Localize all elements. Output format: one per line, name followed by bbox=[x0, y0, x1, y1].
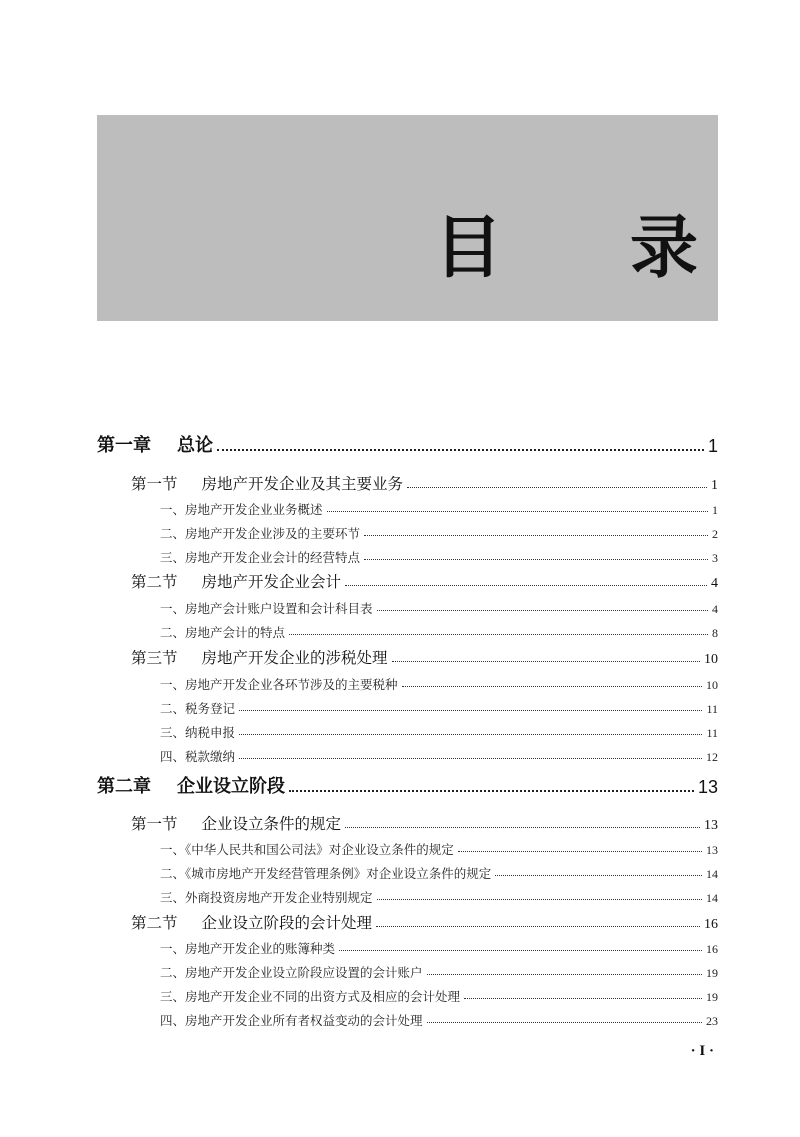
toc-item[interactable] bbox=[160, 597, 718, 617]
toc-item[interactable] bbox=[160, 838, 718, 858]
dot-leader bbox=[239, 758, 702, 759]
dot-leader bbox=[495, 875, 702, 876]
section-label: 第一节 bbox=[131, 815, 178, 833]
dot-leader bbox=[427, 1022, 702, 1023]
toc-item[interactable] bbox=[160, 745, 718, 765]
chapter-label: 第二章 bbox=[97, 776, 151, 797]
dot-leader bbox=[345, 585, 707, 586]
dot-leader bbox=[364, 559, 708, 560]
dot-leader bbox=[392, 661, 700, 662]
section-label: 第二节 bbox=[131, 573, 178, 591]
page-number: 3 bbox=[712, 551, 718, 565]
item-title: 四、房地产开发企业所有者权益变动的会计处理 bbox=[160, 1013, 423, 1028]
item-title: 二、税务登记 bbox=[160, 701, 236, 716]
toc-item[interactable] bbox=[160, 498, 718, 518]
toc-section-1-3[interactable] bbox=[131, 646, 718, 668]
page-number: 10 bbox=[706, 678, 718, 692]
page-number: 1 bbox=[707, 436, 718, 456]
toc-item[interactable] bbox=[160, 886, 718, 906]
item-title: 二、房地产会计的特点 bbox=[160, 625, 286, 640]
item-title: 三、外商投资房地产开发企业特别规定 bbox=[160, 890, 373, 905]
section-label: 第一节 bbox=[131, 475, 178, 493]
dot-leader bbox=[402, 686, 702, 687]
toc-section-1-1[interactable] bbox=[131, 472, 718, 494]
dot-leader bbox=[458, 851, 702, 852]
item-title: 三、房地产开发企业不同的出资方式及相应的会计处理 bbox=[160, 989, 461, 1004]
section-title: 房地产开发企业及其主要业务 bbox=[201, 475, 404, 493]
toc-section-2-1[interactable] bbox=[131, 812, 718, 834]
dot-leader bbox=[464, 998, 702, 999]
page-number: 19 bbox=[706, 966, 718, 980]
dot-leader bbox=[427, 974, 702, 975]
dot-leader bbox=[217, 449, 704, 451]
dot-leader bbox=[377, 610, 708, 611]
page-number: 23 bbox=[706, 1014, 718, 1028]
item-title: 一、《中华人民共和国公司法》对企业设立条件的规定 bbox=[160, 842, 454, 857]
item-title: 二、《城市房地产开发经营管理条例》对企业设立条件的规定 bbox=[160, 866, 492, 881]
page-number: 1 bbox=[711, 478, 718, 493]
section-title: 企业设立阶段的会计处理 bbox=[201, 914, 373, 932]
page-number: 19 bbox=[706, 990, 718, 1004]
page-number: 10 bbox=[704, 652, 718, 667]
toc-item[interactable] bbox=[160, 546, 718, 566]
item-title: 一、房地产开发企业各环节涉及的主要税种 bbox=[160, 677, 398, 692]
dot-leader bbox=[289, 634, 708, 635]
item-title: 一、房地产开发企业业务概述 bbox=[160, 502, 323, 517]
toc-chapter-1[interactable] bbox=[97, 431, 718, 457]
page-folio: · I · bbox=[690, 1043, 714, 1059]
page-number: 4 bbox=[711, 576, 718, 591]
page-number: 1 bbox=[712, 503, 718, 517]
page-number: 12 bbox=[706, 750, 718, 764]
item-title: 三、纳税申报 bbox=[160, 725, 236, 740]
toc-item[interactable] bbox=[160, 862, 718, 882]
chapter-title: 企业设立阶段 bbox=[177, 776, 285, 797]
dot-leader bbox=[239, 734, 702, 735]
dot-leader bbox=[377, 899, 702, 900]
item-title: 二、房地产开发企业涉及的主要环节 bbox=[160, 526, 361, 541]
page-number: 8 bbox=[712, 626, 718, 640]
dot-leader bbox=[327, 511, 708, 512]
section-title: 房地产开发企业会计 bbox=[201, 573, 342, 591]
dot-leader bbox=[289, 790, 694, 792]
toc-item[interactable] bbox=[160, 1009, 718, 1029]
page-number: 11 bbox=[706, 726, 718, 740]
toc-item[interactable] bbox=[160, 621, 718, 641]
toc-item[interactable] bbox=[160, 522, 718, 542]
toc-item[interactable] bbox=[160, 961, 718, 981]
section-label: 第三节 bbox=[131, 649, 178, 667]
dot-leader bbox=[339, 950, 702, 951]
chapter-title: 总论 bbox=[177, 435, 213, 456]
page-number: 16 bbox=[706, 942, 718, 956]
dot-leader bbox=[364, 535, 708, 536]
section-title: 房地产开发企业的涉税处理 bbox=[201, 649, 388, 667]
item-title: 二、房地产开发企业设立阶段应设置的会计账户 bbox=[160, 965, 423, 980]
page-number: 4 bbox=[712, 602, 718, 616]
page-number: 14 bbox=[706, 891, 718, 905]
dot-leader bbox=[407, 487, 707, 488]
toc-item[interactable] bbox=[160, 721, 718, 741]
page-number: 11 bbox=[706, 702, 718, 716]
page-title: 目 录 bbox=[434, 209, 750, 288]
toc-item[interactable] bbox=[160, 673, 718, 693]
toc-item[interactable] bbox=[160, 985, 718, 1005]
page-number: 16 bbox=[704, 917, 718, 932]
item-title: 四、税款缴纳 bbox=[160, 749, 236, 764]
item-title: 三、房地产开发企业会计的经营特点 bbox=[160, 550, 361, 565]
toc-item[interactable] bbox=[160, 697, 718, 717]
page-number: 13 bbox=[704, 818, 718, 833]
dot-leader bbox=[239, 710, 702, 711]
dot-leader bbox=[345, 827, 700, 828]
item-title: 一、房地产开发企业的账簿种类 bbox=[160, 941, 336, 956]
toc-item[interactable] bbox=[160, 937, 718, 957]
item-title: 一、房地产会计账户设置和会计科目表 bbox=[160, 601, 373, 616]
page-number: 14 bbox=[706, 867, 718, 881]
section-title: 企业设立条件的规定 bbox=[201, 815, 342, 833]
toc-section-1-2[interactable] bbox=[131, 570, 718, 592]
toc-chapter-2[interactable] bbox=[97, 772, 718, 798]
page-number: 13 bbox=[697, 777, 718, 797]
page-number: 13 bbox=[706, 843, 718, 857]
dot-leader bbox=[376, 926, 700, 927]
title-banner bbox=[97, 115, 750, 321]
toc-section-2-2[interactable] bbox=[131, 911, 718, 933]
section-label: 第二节 bbox=[131, 914, 178, 932]
page-number: 2 bbox=[712, 527, 718, 541]
chapter-label: 第一章 bbox=[97, 435, 151, 456]
